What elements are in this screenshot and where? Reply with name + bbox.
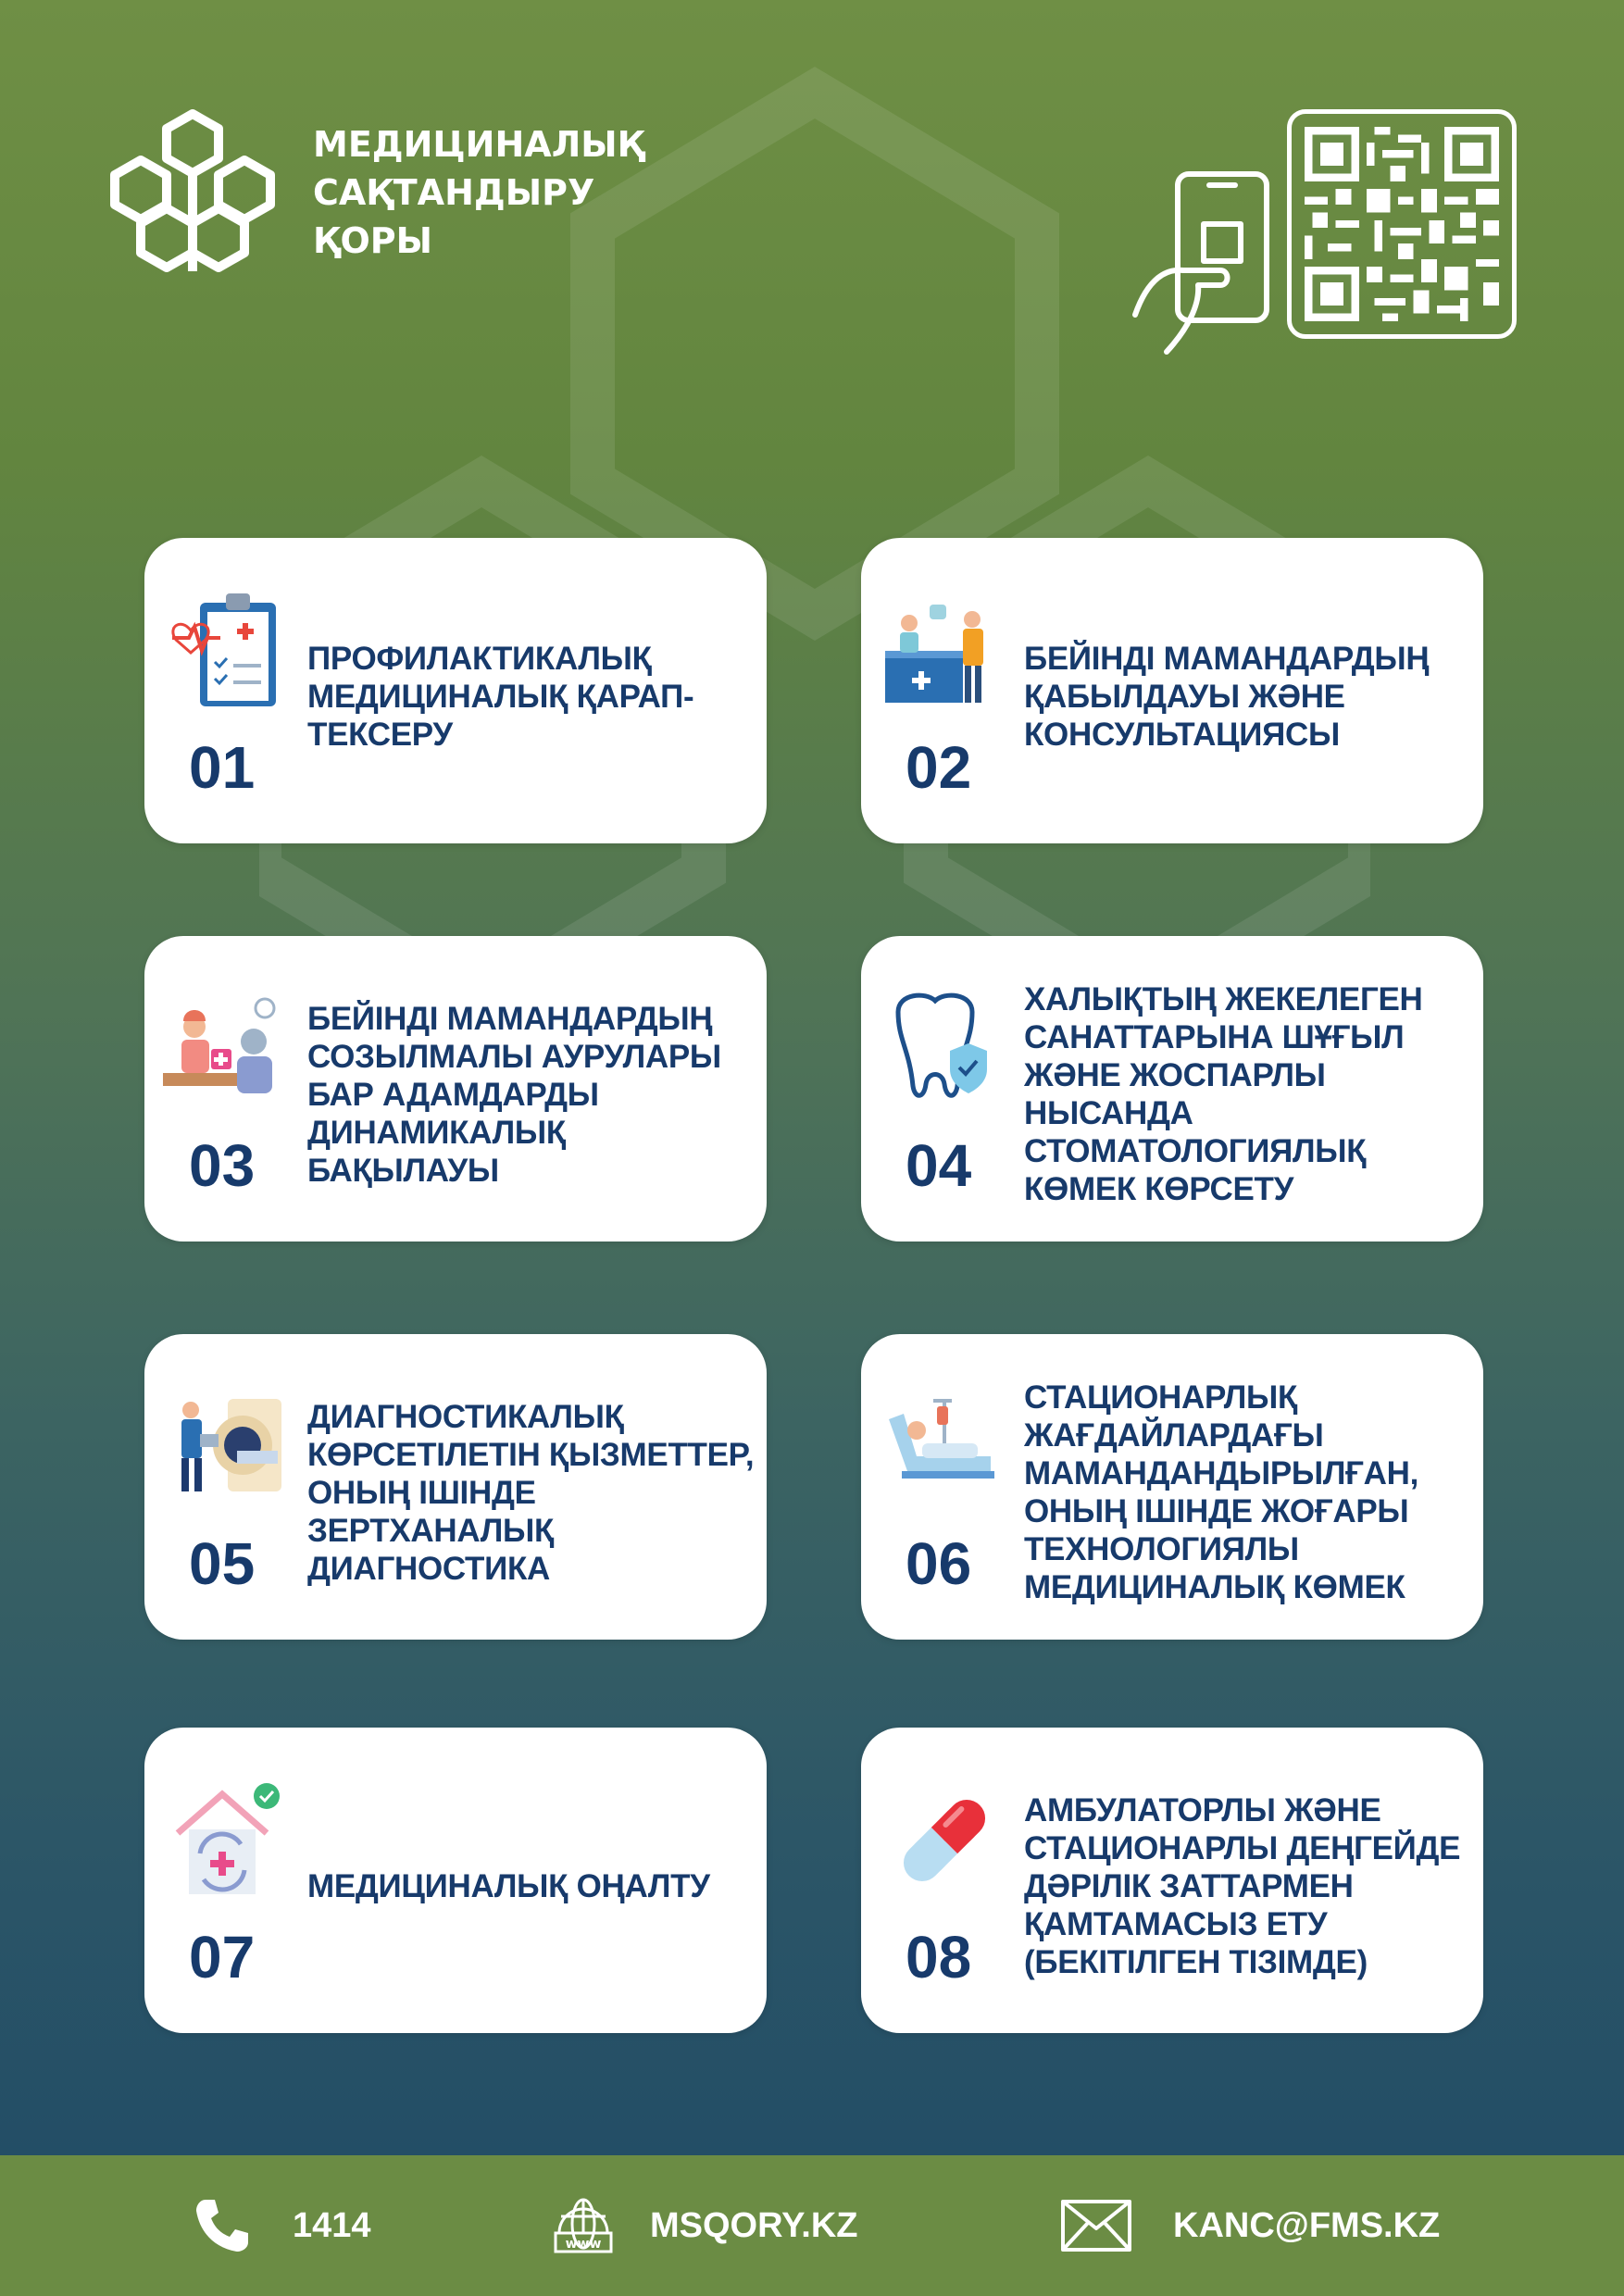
hospital-bed-icon xyxy=(880,1382,1009,1512)
mail-icon xyxy=(1060,2199,1132,2252)
header xyxy=(0,0,1624,389)
clipboard-heart-icon xyxy=(163,586,293,716)
fund-logo-icon xyxy=(109,106,276,273)
card-number: 05 xyxy=(189,1530,256,1597)
qr-code-icon xyxy=(1305,127,1499,321)
card-number: 02 xyxy=(906,734,972,801)
home-rehab-icon xyxy=(163,1776,293,1905)
fund-name-line: ҚОРЫ xyxy=(313,220,432,261)
email-link[interactable]: KANC@FMS.KZ xyxy=(1173,2205,1441,2245)
card-label: МЕДИЦИНАЛЫҚ ОҢАЛТУ xyxy=(307,1867,710,1904)
card-number: 08 xyxy=(906,1924,972,1990)
mri-scanner-icon xyxy=(163,1382,293,1512)
card-label: СТАЦИОНАРЛЫҚ ЖАҒДАЙЛАРДАҒЫ МАМАНДАНДЫРЫЛҒАН, ОНЫҢ ІШІНДЕ ЖОҒАРЫ ТЕХНОЛОГИЯЛЫ МЕДИЦИНАЛЫҚ КӨМЕК xyxy=(1024,1379,1419,1605)
service-card-06 xyxy=(861,1334,1483,1640)
service-card-02 xyxy=(861,538,1483,843)
fund-name-line: МЕДИЦИНАЛЫҚ xyxy=(313,124,645,165)
svg-text:www: www xyxy=(565,2237,602,2252)
tooth-shield-icon xyxy=(880,984,1009,1114)
service-card-08 xyxy=(861,1728,1483,2033)
globe-www-icon xyxy=(554,2196,613,2255)
service-card-05 xyxy=(144,1334,767,1640)
doctor-reception-icon xyxy=(880,586,1009,716)
card-label: БЕЙІНДІ МАМАНДАРДЫҢ СОЗЫЛМАЛЫ АУРУЛАРЫ БАР АДАМДАРДЫ ДИНАМИКАЛЫҚ БАҚЫЛАУЫ xyxy=(307,1000,721,1189)
card-number: 06 xyxy=(906,1530,972,1597)
phone-number[interactable]: 1414 xyxy=(293,2205,371,2245)
footer-website[interactable] xyxy=(554,2155,858,2296)
card-number: 07 xyxy=(189,1924,256,1990)
card-label: АМБУЛАТОРЛЫ ЖӘНЕ СТАЦИОНАРЛЫ ДЕҢГЕЙДЕ ДӘРІЛІК ЗАТТАРМЕН ҚАМТАМАСЫЗ ЕТУ (БЕКІТІЛГЕН ТІЗІМДЕ) xyxy=(1024,1791,1461,1980)
phone-scan-icon xyxy=(1130,167,1278,361)
card-label: БЕЙІНДІ МАМАНДАРДЫҢ ҚАБЫЛДАУЫ ЖӘНЕ КОНСУЛЬТАЦИЯСЫ xyxy=(1024,640,1430,753)
website-link[interactable]: MSQORY.KZ xyxy=(650,2205,858,2245)
pill-capsule-icon xyxy=(880,1776,1009,1905)
fund-name xyxy=(313,120,644,265)
phone-icon xyxy=(193,2196,252,2255)
fund-name-line: САҚТАНДЫРУ xyxy=(313,172,595,213)
card-number: 01 xyxy=(189,734,256,801)
footer-email[interactable] xyxy=(1060,2155,1440,2296)
service-card-03 xyxy=(144,936,767,1242)
service-card-04 xyxy=(861,936,1483,1242)
card-number: 03 xyxy=(189,1132,256,1199)
card-number: 04 xyxy=(906,1132,972,1199)
service-card-07 xyxy=(144,1728,767,2033)
qr-code[interactable] xyxy=(1287,109,1517,339)
card-label: ПРОФИЛАКТИКАЛЫҚ МЕДИЦИНАЛЫҚ ҚАРАП- ТЕКСЕРУ xyxy=(307,640,694,753)
card-label: ДИАГНОСТИКАЛЫҚ КӨРСЕТІЛЕТІН ҚЫЗМЕТТЕР, ОНЫҢ ІШІНДЕ ЗЕРТХАНАЛЫҚ ДИАГНОСТИКА xyxy=(307,1398,755,1587)
doctor-patient-icon xyxy=(163,984,293,1114)
footer-contacts xyxy=(0,2155,1624,2296)
card-label: ХАЛЫҚТЫҢ ЖЕКЕЛЕГЕН САНАТТАРЫНА ШҰҒЫЛ ЖӘНЕ ЖОСПАРЛЫ НЫСАНДА СТОМАТОЛОГИЯЛЫҚ КӨМЕК КӨРСЕТУ xyxy=(1024,981,1423,1207)
footer-phone[interactable] xyxy=(193,2155,371,2296)
service-card-01 xyxy=(144,538,767,843)
